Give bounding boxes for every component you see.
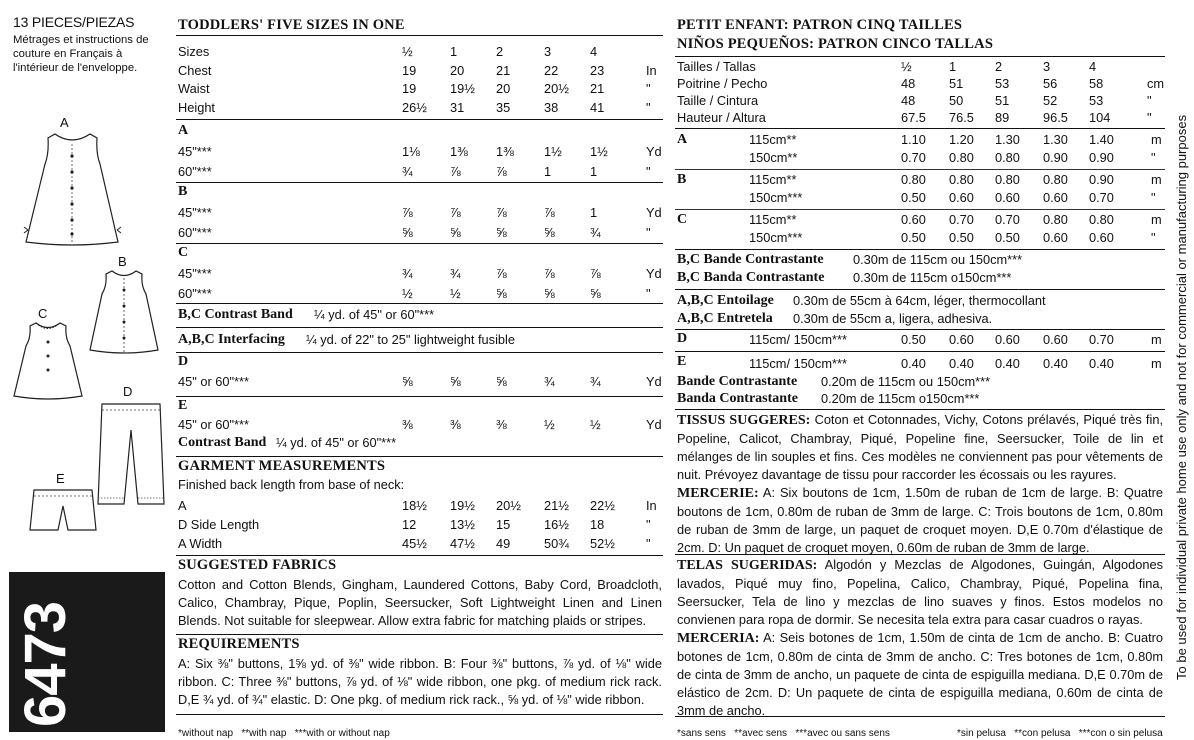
fr-view-c-cell: 0.60 (1089, 230, 1114, 245)
fr-mercerie-paragraph (677, 484, 1163, 557)
en-garment-cell: 18 (590, 517, 605, 532)
fr-view-b-row (677, 171, 1165, 188)
fr-size-row (677, 58, 1165, 75)
en-view-c-cell: ½ (450, 285, 461, 301)
view-label-a: A (60, 115, 69, 130)
en-view-d-cell: ⅝ (496, 374, 507, 389)
fr-es-column (675, 0, 1167, 740)
en-title: TODDLERS' FIVE SIZES IN ONE (178, 17, 405, 33)
en-size-cell: 22 (544, 62, 559, 78)
view-a-dress-illustration (20, 130, 125, 248)
en-size-cell: 23 (590, 62, 605, 78)
fr-view-d-unit: m (1151, 332, 1162, 347)
fr-view-c-label: 150cm*** (749, 230, 803, 245)
fr-ent1-label: A,B,C Entoilage (677, 293, 774, 308)
en-size-row (178, 80, 662, 97)
fr-view-b-cell: 0.80 (949, 172, 974, 187)
fr-view-a-cell: 1.10 (901, 132, 926, 147)
en-size-cell: 3 (544, 44, 552, 59)
en-view-d-cell: ¾ (590, 374, 601, 389)
fr-ent1-text: 0.30m de 55cm à 64cm, léger, thermocollant (793, 293, 1046, 308)
en-garment-cell: 21½ (544, 498, 569, 513)
view-label-b: B (118, 254, 127, 269)
en-size-cell: 20 (496, 81, 511, 96)
en-view-letter: B (178, 184, 188, 199)
fr-size-cell: 48 (901, 76, 916, 91)
en-view-a-cell: 1½ (590, 144, 608, 159)
en-size-unit: " (646, 81, 651, 96)
es-telas-paragraph (677, 556, 1163, 629)
fr-view-a-cell: 1.20 (949, 132, 974, 147)
en-view-d-cell: ⅝ (450, 374, 461, 389)
fr-view-c-unit: " (1151, 230, 1156, 245)
fr-view-d-row (677, 331, 1165, 348)
fr-view-c-row (677, 211, 1165, 228)
fr-tissus-text: Coton et Cotonnades, Vichy, Cotons prélavés, Piqué très fin, Popeline, Calicot, Chambray, Piqué, Popeline fine, Seersucker, Toile de lin et mélanges de lin souples et fins. Ces modèles ne conviennent pas pour vêtements de nuit. Prévoyez davantage de tissu pour raccorder les écossais ou les rayures. (677, 412, 1164, 482)
fr-view-c-cell: 0.50 (949, 230, 974, 245)
fr-view-a-label: 150cm** (749, 150, 798, 165)
fr-view-a-label: 115cm** (749, 132, 797, 147)
fr-view-b-cell: 0.80 (1043, 172, 1068, 187)
en-size-cell: 19 (402, 81, 417, 96)
en-contrast-band-text: ¼ yd. of 45" or 60"*** (314, 307, 435, 322)
en-view-a-cell: 1⅛ (402, 144, 420, 159)
en-view-a-cell: 1 (590, 163, 598, 179)
en-view-a-cell: ¾ (402, 163, 413, 179)
en-garment-cell: 12 (402, 517, 417, 532)
fr-size-cell: 52 (1043, 93, 1058, 108)
en-view-c-cell: ⅞ (544, 266, 555, 281)
fr-view-b-label: 115cm** (749, 172, 797, 187)
en-garment-label: A (178, 498, 187, 513)
en-view-c-cell: ⅞ (496, 266, 507, 281)
en-garment-row (178, 497, 662, 514)
en-size-label: Chest (178, 62, 212, 78)
fr-size-label: Hauteur / Altura (677, 110, 766, 125)
fr-view-d-cell: 0.60 (1043, 332, 1068, 347)
en-garment-cell: 15 (496, 517, 511, 532)
es-title: NIÑOS PEQUEÑOS: PATRON CINCO TALLAS (677, 36, 994, 52)
side-usage-note: To be used for individual private home use only and not for commercial or manufacturing purposes (1174, 114, 1189, 680)
fr-view-a-cell: 1.40 (1089, 132, 1114, 147)
en-size-row (178, 62, 662, 79)
pattern-number: 6473 (13, 601, 78, 727)
es-e-band2-label: Banda Contrastante (677, 391, 798, 406)
en-size-label: Sizes (178, 44, 210, 59)
en-view-e-cell: ⅜ (450, 417, 461, 432)
fr-view-e-row (677, 355, 1165, 372)
french-instructions-note: Métrages et instructions de couture en Français à l'intérieur de l'enveloppe. (13, 34, 149, 74)
en-size-cell: 1 (450, 44, 458, 59)
fr-size-cell: 56 (1043, 76, 1058, 91)
en-size-cell: 31 (450, 99, 465, 115)
en-view-a-cell: 1⅜ (496, 144, 514, 159)
es-merceria-label: MERCERIA: (677, 631, 760, 646)
en-view-e-cell: ½ (590, 417, 601, 432)
fr-size-cell: 53 (1089, 93, 1104, 108)
fr-view-a-cell: 0.90 (1089, 150, 1114, 165)
fr-view-e-cell: 0.40 (995, 356, 1020, 371)
en-size-cell: 35 (496, 99, 511, 115)
fr-view-b-cell: 0.80 (995, 172, 1020, 187)
view-c-top-illustration (10, 320, 86, 402)
en-view-b-row (178, 204, 662, 221)
en-d-view-letter: D (178, 354, 189, 369)
fr-view-e-label: 115cm/ 150cm*** (749, 356, 847, 371)
en-garment-subtitle: Finished back length from base of neck: (178, 477, 405, 492)
fr-view-b-label: 150cm*** (749, 190, 803, 205)
fr-view-c-cell: 0.60 (901, 212, 926, 227)
fr-view-c-cell: 0.80 (1089, 212, 1114, 227)
view-label-c: C (38, 306, 48, 321)
en-size-cell: 2 (496, 44, 504, 59)
en-size-cell: ½ (402, 44, 413, 59)
en-garment-cell: 18½ (402, 498, 427, 513)
fr-size-cell: 51 (949, 76, 964, 91)
fr-view-letter: C (677, 212, 688, 227)
fr-view-a-cell: 1.30 (995, 132, 1020, 147)
fr-size-cell: 96.5 (1043, 110, 1068, 125)
en-e-view-letter: E (178, 398, 188, 413)
es-ent2-text: 0.30m de 55cm a, ligera, adhesiva. (793, 311, 993, 326)
en-size-cell: 19½ (450, 81, 475, 96)
fr-size-cell: 50 (949, 93, 964, 108)
en-view-a-cell: 1⅜ (450, 144, 468, 159)
en-view-a-label: 60"*** (178, 163, 212, 179)
fr-size-cell: 48 (901, 93, 916, 108)
fr-view-b-cell: 0.60 (1043, 190, 1068, 205)
en-view-b-cell: ⅝ (496, 224, 507, 240)
en-view-c-label: 45"*** (178, 266, 212, 281)
fr-size-row (677, 92, 1165, 109)
en-view-d-unit: Yd (646, 374, 662, 389)
fr-view-a-row (677, 131, 1165, 148)
fr-size-row (677, 75, 1165, 92)
en-view-letter: A (178, 123, 189, 138)
fr-view-d-cell: 0.70 (1089, 332, 1114, 347)
en-view-e-cell: ⅜ (402, 417, 413, 432)
es-telas-text: Algodón y Mezclas de Algodones, Guingán, Algodones lavados, Piqué muy fino, Popelina, Calico, Chambray, Piqué, Popelina fina, Seersucker, Tela de lino y mezclas de lino suaves y finos. Estos modelos no convienen para ropa de dormir. Se necesita tela extra para casar cuadros o rayas. (677, 557, 1164, 627)
en-view-c-cell: ⅞ (590, 266, 601, 281)
fr-view-c-cell: 0.80 (1043, 212, 1068, 227)
fr-view-e-cell: 0.40 (1043, 356, 1068, 371)
en-e-contrast-label: Contrast Band (178, 435, 267, 450)
view-d-pants-illustration (96, 400, 166, 510)
es-footnote: *sin pelusa **con pelusa ***con o sin pelusa (957, 728, 1163, 739)
en-size-cell: 21 (590, 81, 605, 96)
es-e-band2-text: 0.20m de 115cm o150cm*** (821, 391, 980, 406)
fr-view-e-cell: 0.40 (901, 356, 926, 371)
en-garment-cell: 49 (496, 536, 511, 551)
en-garment-unit: In (646, 498, 657, 513)
en-size-unit: In (646, 62, 657, 78)
fr-e-band1-label: Bande Contrastante (677, 374, 798, 389)
fr-size-cell: 51 (995, 93, 1010, 108)
fr-view-a-unit: " (1151, 150, 1156, 165)
fr-size-cell: 76.5 (949, 110, 974, 125)
pattern-number-block (9, 572, 165, 732)
fr-view-c-unit: m (1151, 212, 1162, 227)
fr-view-d-cell: 0.60 (995, 332, 1020, 347)
en-size-cell: 26½ (402, 99, 427, 115)
en-size-cell: 20 (450, 62, 465, 78)
en-garment-label: A Width (178, 536, 223, 551)
en-footnote: *without nap **with nap ***with or without nap (178, 728, 390, 739)
en-view-c-row (178, 265, 662, 282)
pieces-count: 13 PIECES/PIEZAS (13, 14, 135, 30)
fr-view-letter: B (677, 172, 687, 187)
en-contrast-band-label: B,C Contrast Band (178, 307, 293, 322)
en-view-b-unit: Yd (646, 205, 662, 220)
fr-view-e-cell: 0.40 (1089, 356, 1114, 371)
es-band2-text: 0.30m de 115cm o150cm*** (853, 270, 1012, 285)
en-view-e-unit: Yd (646, 417, 662, 432)
fr-footnote: *sans sens **avec sens ***avec ou sans sens (677, 728, 890, 739)
en-requirements-text: A: Six ⅜" buttons, 1⅝ yd. of ⅜" wide ribbon. B: Four ⅜" buttons, ⅞ yd. of ⅛" wide ribbon. C: Three ⅜" buttons, ⅞ yd. of ⅛" wide ribbon, one pkg. of medium rick rack. D,E ¾ yd. of ¾" elastic. D: One pkg. of medium rick rack., ⅝ yd. of ⅛" wide ribbon. (178, 656, 662, 707)
en-view-c-cell: ⅝ (544, 285, 555, 301)
en-view-a-unit: Yd (646, 144, 662, 159)
en-e-contrast-text: ¼ yd. of 45" or 60"*** (276, 435, 397, 450)
en-view-b-cell: ⅞ (450, 205, 461, 220)
en-size-label: Height (178, 99, 215, 115)
en-size-label: Waist (178, 81, 210, 96)
fr-view-b-row (677, 189, 1165, 206)
fr-view-a-cell: 0.70 (901, 150, 926, 165)
en-view-d-cell: ⅝ (402, 374, 413, 389)
en-size-cell: 20½ (544, 81, 569, 96)
en-view-b-cell: ⅞ (496, 205, 507, 220)
en-garment-row (178, 535, 662, 552)
en-garment-cell: 13½ (450, 517, 475, 532)
es-merceria-text: A: Seis botones de 1cm, 1.50m de cinta de 1cm de ancho. B: Cuatro botones de 1cm, 0.80m de cinta de 3mm de ancho. C: Tres botones de 1cm, 0.80m de cinta de 3mm de ancho, un paquete de cinta de espiguilla mediana. D,E 0.70m de elástico de 2cm. D: Un paquete de cinta de espiguilla mediana, 0.60m de cinta de 3mm de ancho. (677, 630, 1163, 718)
fr-view-b-cell: 0.60 (949, 190, 974, 205)
en-view-e-cell: ½ (544, 417, 555, 432)
en-view-b-label: 60"*** (178, 224, 212, 240)
fr-size-label: Poitrine / Pecho (677, 76, 768, 91)
en-view-a-row (178, 163, 662, 180)
es-band2-label: B,C Banda Contrastante (677, 270, 825, 285)
fr-size-cell: 1 (949, 59, 957, 74)
en-view-a-row (178, 143, 662, 160)
fr-view-b-cell: 0.60 (995, 190, 1020, 205)
en-size-unit: " (646, 99, 651, 115)
en-view-b-cell: ⅝ (402, 224, 413, 240)
left-panel (0, 0, 170, 740)
view-b-top-illustration (86, 268, 162, 356)
fr-view-b-cell: 0.70 (1089, 190, 1114, 205)
fr-view-c-cell: 0.50 (995, 230, 1020, 245)
fr-view-letter: A (677, 132, 688, 147)
en-view-a-label: 45"*** (178, 144, 212, 159)
fr-e-band1-text: 0.20m de 115cm ou 150cm*** (821, 374, 991, 389)
es-telas-label: TELAS SUGERIDAS: (677, 558, 818, 573)
en-garment-unit: " (646, 517, 651, 532)
fr-size-cell: 3 (1043, 59, 1051, 74)
fr-size-cell: 2 (995, 59, 1003, 74)
fr-view-b-unit: m (1151, 172, 1162, 187)
en-view-d-cell: ¾ (544, 374, 555, 389)
fr-view-d-cell: 0.50 (901, 332, 926, 347)
en-view-c-unit: " (646, 285, 651, 301)
en-view-c-cell: ⅝ (590, 285, 601, 301)
fr-title: PETIT ENFANT: PATRON CINQ TAILLES (677, 17, 963, 33)
en-view-d-label: 45" or 60"*** (178, 374, 249, 389)
en-view-a-cell: 1 (544, 163, 552, 179)
en-view-c-cell: ¾ (402, 266, 413, 281)
en-garment-label: D Side Length (178, 517, 260, 532)
fr-size-cell: 104 (1089, 110, 1111, 125)
fr-view-a-cell: 0.90 (1043, 150, 1068, 165)
fr-view-c-label: 115cm** (749, 212, 797, 227)
view-label-d: D (123, 384, 133, 399)
en-view-a-cell: ⅞ (450, 163, 461, 179)
en-view-d-row (178, 373, 662, 390)
fr-view-e-unit: m (1151, 356, 1162, 371)
fr-e-view-letter: E (677, 354, 687, 369)
fr-view-c-cell: 0.70 (949, 212, 974, 227)
en-view-letter: C (178, 245, 189, 260)
en-garment-cell: 45½ (402, 536, 427, 551)
en-view-a-unit: " (646, 163, 651, 179)
fr-size-cell: 53 (995, 76, 1010, 91)
en-view-c-unit: Yd (646, 266, 662, 281)
en-garment-cell: 50¾ (544, 536, 569, 551)
fr-size-cell: ½ (901, 59, 912, 74)
en-view-b-row (178, 224, 662, 241)
en-size-row (178, 99, 662, 116)
en-size-cell: 38 (544, 99, 559, 115)
en-view-c-cell: ⅝ (496, 285, 507, 301)
fr-size-cell: 67.5 (901, 110, 926, 125)
en-size-cell: 19 (402, 62, 417, 78)
en-view-b-label: 45"*** (178, 205, 212, 220)
en-view-a-cell: 1½ (544, 144, 562, 159)
view-label-e: E (56, 471, 65, 486)
fr-view-a-cell: 0.80 (949, 150, 974, 165)
en-size-cell: 4 (590, 44, 598, 59)
fr-view-c-row (677, 229, 1165, 246)
en-view-b-cell: 1 (590, 205, 598, 220)
es-ent2-label: A,B,C Entretela (677, 311, 773, 326)
view-e-shorts-illustration (28, 486, 98, 536)
en-view-b-unit: " (646, 224, 651, 240)
fr-view-c-cell: 0.60 (1043, 230, 1068, 245)
en-garment-cell: 19½ (450, 498, 475, 513)
english-column (176, 0, 666, 740)
en-view-e-label: 45" or 60"*** (178, 417, 249, 432)
en-view-c-label: 60"*** (178, 285, 212, 301)
es-merceria-paragraph (677, 629, 1163, 720)
fr-view-c-cell: 0.50 (901, 230, 926, 245)
fr-view-a-cell: 0.80 (995, 150, 1020, 165)
fr-mercerie-text: A: Six boutons de 1cm, 1.50m de ruban de 1cm de large. B: Quatre boutons de 1cm, 0.80m de ruban de 3mm de large. C: Trois boutons de 1cm, 0.80m de ruban de 3mm de large, un paquet de croquet moyen. D,E 0.70m d'élastique de 2cm. D: Un paquet de croquet moyen, 0.60m de ruban de 3mm de large. (677, 485, 1163, 555)
fr-size-label: Taille / Cintura (677, 93, 759, 108)
fr-view-d-cell: 0.60 (949, 332, 974, 347)
fr-view-a-row (677, 149, 1165, 166)
fr-size-unit: " (1147, 93, 1152, 108)
fr-d-view-letter: D (677, 331, 688, 346)
en-view-c-row (178, 285, 662, 302)
en-size-row (178, 43, 662, 60)
en-view-c-cell: ¾ (450, 266, 461, 281)
en-requirements-title: REQUIREMENTS (178, 636, 300, 652)
en-view-b-cell: ⅝ (544, 224, 555, 240)
fr-size-unit: " (1147, 110, 1152, 125)
fr-tissus-label: TISSUS SUGGERES: (677, 413, 811, 428)
fr-band1-text: 0.30m de 115cm ou 150cm*** (853, 252, 1023, 267)
fr-view-a-cell: 1.30 (1043, 132, 1068, 147)
en-view-b-cell: ⅝ (450, 224, 461, 240)
fr-view-b-cell: 0.90 (1089, 172, 1114, 187)
fr-size-unit: cm (1147, 76, 1165, 91)
fr-view-b-cell: 0.80 (901, 172, 926, 187)
en-view-b-cell: ⅞ (544, 205, 555, 220)
en-garment-cell: 20½ (496, 498, 521, 513)
en-fabrics-text: Cotton and Cotton Blends, Gingham, Laundered Cottons, Baby Cord, Broadcloth, Calico, Chambray, Pique, Poplin, Seersucker, Soft Lightweight Linen and Linen Blends. Not suitable for sleepwear. Allow extra fabric for matching plaids or stripes. (178, 577, 662, 628)
fr-mercerie-label: MERCERIE: (677, 486, 759, 501)
en-fabrics-title: SUGGESTED FABRICS (178, 557, 337, 573)
en-view-a-cell: ⅞ (496, 163, 507, 179)
en-garment-unit: " (646, 536, 651, 551)
en-view-e-cell: ⅜ (496, 417, 507, 432)
en-garment-cell: 52½ (590, 536, 615, 551)
en-size-cell: 41 (590, 99, 605, 115)
fr-size-cell: 89 (995, 110, 1010, 125)
en-garment-title: GARMENT MEASUREMENTS (178, 458, 386, 474)
en-view-e-row (178, 416, 662, 433)
fr-view-e-cell: 0.40 (949, 356, 974, 371)
fr-view-a-unit: m (1151, 132, 1162, 147)
en-garment-cell: 22½ (590, 498, 615, 513)
fr-size-cell: 4 (1089, 59, 1097, 74)
fr-view-b-cell: 0.50 (901, 190, 926, 205)
en-garment-cell: 16½ (544, 517, 569, 532)
fr-band1-label: B,C Bande Contrastante (677, 252, 824, 267)
fr-tissus-paragraph (677, 411, 1163, 484)
fr-size-row (677, 109, 1165, 126)
en-interfacing-text: ¼ yd. of 22" to 25" lightweight fusible (306, 332, 515, 347)
fr-size-label: Tailles / Tallas (677, 59, 756, 74)
en-view-b-cell: ⅞ (402, 205, 413, 220)
fr-view-b-unit: " (1151, 190, 1156, 205)
en-garment-row (178, 516, 662, 533)
en-view-c-cell: ½ (402, 285, 413, 301)
en-garment-cell: 47½ (450, 536, 475, 551)
en-interfacing-label: A,B,C Interfacing (178, 332, 285, 347)
en-view-b-cell: ¾ (590, 224, 601, 240)
fr-view-d-label: 115cm/ 150cm*** (749, 332, 847, 347)
fr-size-cell: 58 (1089, 76, 1104, 91)
fr-view-c-cell: 0.70 (995, 212, 1020, 227)
en-size-cell: 21 (496, 62, 511, 78)
